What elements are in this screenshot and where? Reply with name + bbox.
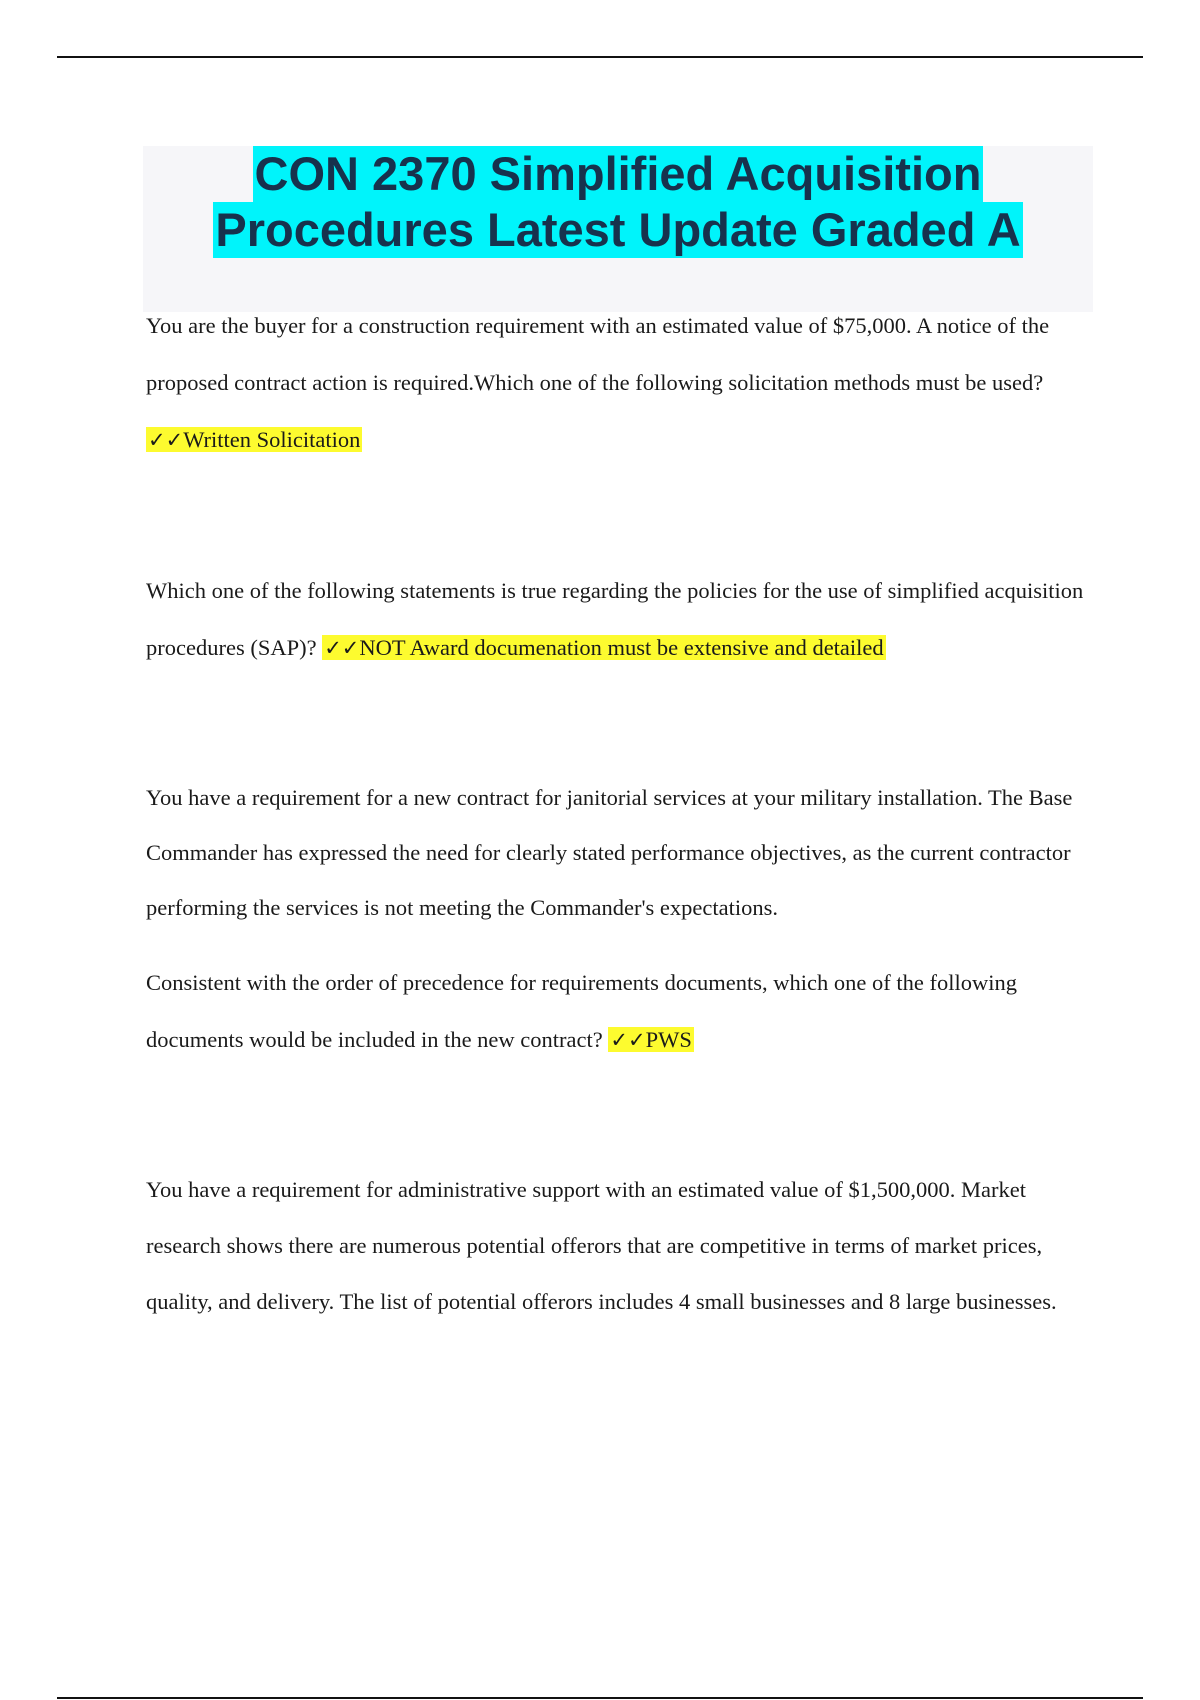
double-check-icon: ✓✓: [148, 428, 184, 452]
document-title-line-2: Procedures Latest Update Graded A: [215, 203, 1021, 256]
question-text: You have a requirement for a new contract for janitorial services at your military installation. The Base Commander has expressed the need for clearly stated performance objectives, as the current contractor performing the services is not meeting the Commander's expectations.: [146, 785, 1073, 920]
answer-highlight: [146, 427, 362, 452]
document-title-line-1: CON 2370 Simplified Acquisition: [254, 147, 982, 200]
top-rule: [57, 56, 1143, 58]
question-4: [146, 1162, 1096, 1330]
question-3-context: [146, 770, 1096, 935]
question-3: [146, 954, 1096, 1069]
answer-text: NOT Award documenation must be extensive and detailed: [359, 635, 884, 660]
question-2: [146, 562, 1096, 677]
title-block: [143, 146, 1093, 312]
question-text: Which one of the following statements is true regarding the policies for the use of simplified acquisition procedures (SAP)?: [146, 578, 1084, 660]
answer-text: PWS: [645, 1027, 692, 1052]
answer-highlight: [608, 1027, 693, 1052]
bottom-rule: [57, 1697, 1143, 1699]
double-check-icon: ✓✓: [610, 1028, 646, 1052]
answer-text: Written Solicitation: [183, 427, 361, 452]
question-text: Consistent with the order of precedence for requirements documents, which one of the following documents would be included in the new contract?: [146, 970, 1017, 1052]
question-1: [146, 297, 1096, 469]
double-check-icon: ✓✓: [324, 636, 360, 660]
answer-highlight: [322, 635, 885, 660]
question-text: You have a requirement for administrative support with an estimated value of $1,500,000. Market research shows there are numerous potential offerors that are competitive in terms of market prices, quality, and delivery. The list of potential offerors includes 4 small businesses and 8 large businesses.: [146, 1177, 1057, 1314]
question-text: You are the buyer for a construction requirement with an estimated value of $75,000. A notice of the proposed contract action is required.Which one of the following solicitation methods must be used?: [146, 313, 1050, 395]
